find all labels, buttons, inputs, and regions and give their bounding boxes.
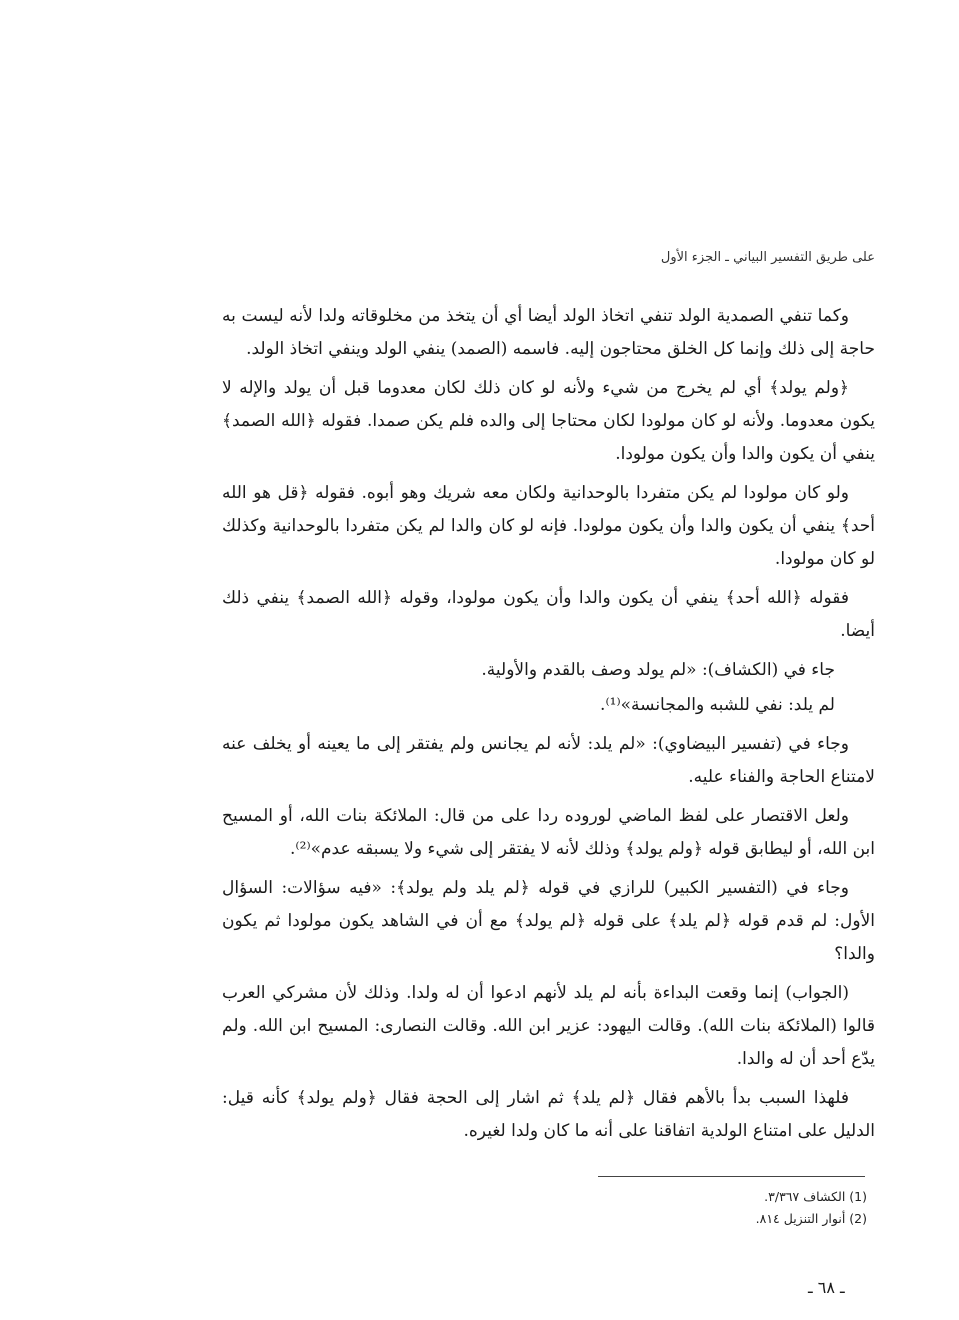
body-text — [222, 300, 875, 1154]
paragraph: وجاء في (تفسير البيضاوي): «لم يلد: لأنه لم يجانس ولم يفتقر إلى ما يعينه أو يخلف عنه لامتناع الحاجة والفناء عليه. — [222, 734, 875, 787]
running-header: على طريق التفسير البياني ـ الجزء الأول — [660, 250, 875, 265]
footnote: (1) الكشاف ٣/٣٦٧. — [764, 1189, 867, 1204]
paragraph: ولعل الاقتصار على لفظ الماضي لوروده ردا على من قال: الملائكة بنات الله، أو المسيح ابن الله، أو ليطابق قوله ﴿ولم يولد﴾ وذلك لأنه لا يفتقر إلى شيء ولا يسبقه عدم»⁽²⁾. — [222, 806, 875, 859]
paragraph: وكما تنفي الصمدية الولد تنفي اتخاذ الولد أيضا أي أن يتخذ من مخلوقاته ولدا لأنه ليست به حاجة إلى ذلك وإنما كل الخلق محتاجون إليه. فاسمه (الصمد) ينفي الولد وينفي اتخاذ الولد. — [222, 306, 875, 359]
paragraph: فلهذا السبب بدأ بالأهم فقال ﴿لم يلد﴾ ثم اشار إلى الحجة فقال ﴿ولم يولد﴾ كأنه قيل: الدليل على امتناع الولدية اتفاقنا على أنه ما كان ولدا لغيره. — [222, 1088, 875, 1141]
paragraph: ولو كان مولودا لم يكن متفردا بالوحدانية ولكان معه شريك وهو أبوه. فقوله ﴿قل هو الله أحد﴾ ينفي أن يكون والدا وأن يكون مولودا. فإنه لو كان والدا لم يكن متفردا بالوحدانية وكذلك لو كان مولودا. — [222, 483, 875, 569]
paragraph: (الجواب) إنما وقعت البداءة بأنه لم يلد لأنهم ادعوا أن له ولدا. وذلك لأن مشركي العرب قالوا (الملائكة بنات الله). وقالت اليهود: عزير ابن الله. وقالت النصارى: المسيح ابن الله. ولم يدّع أحد أن له والدا. — [222, 983, 875, 1069]
footnote-divider — [598, 1176, 865, 1177]
paragraph: وجاء في (التفسير الكبير) للرازي في قوله ﴿لم يلد ولم يولد﴾: «فيه سؤالات: السؤال الأول: لم قدم قوله ﴿لم يلد﴾ على قوله ﴿لم يولد﴾ مع أن في الشاهد يكون مولودا ثم يكون والدا؟ — [222, 878, 875, 964]
quote-line: لم يلد: نفي للشبه والمجانسة»⁽¹⁾. — [600, 695, 835, 715]
page-number: ـ ٦٨ ـ — [808, 1278, 845, 1297]
paragraph: ﴿ولم يولد﴾ أي لم يخرج من شيء ولأنه لو كان ذلك لكان معدوما قبل أن يولد والإله لا يكون معدوما. ولأنه لو كان مولودا لكان محتاجا إلى والده فلم يكن صمدا. فقوله ﴿الله الصمد﴾ ينفي أن يكون والدا وأن يكون مولودا. — [222, 378, 875, 464]
footnote: (2) أنوار التنزيل ٨١٤. — [755, 1211, 867, 1226]
paragraph: فقوله ﴿الله أحد﴾ ينفي أن يكون والدا وأن يكون مولودا، وقوله ﴿الله الصمد﴾ ينفي ذلك أيضا. — [222, 588, 875, 641]
quote-line: جاء في (الكشاف): «لم يولد وصف بالقدم والأولية. — [481, 660, 835, 680]
footnotes — [756, 1186, 867, 1230]
